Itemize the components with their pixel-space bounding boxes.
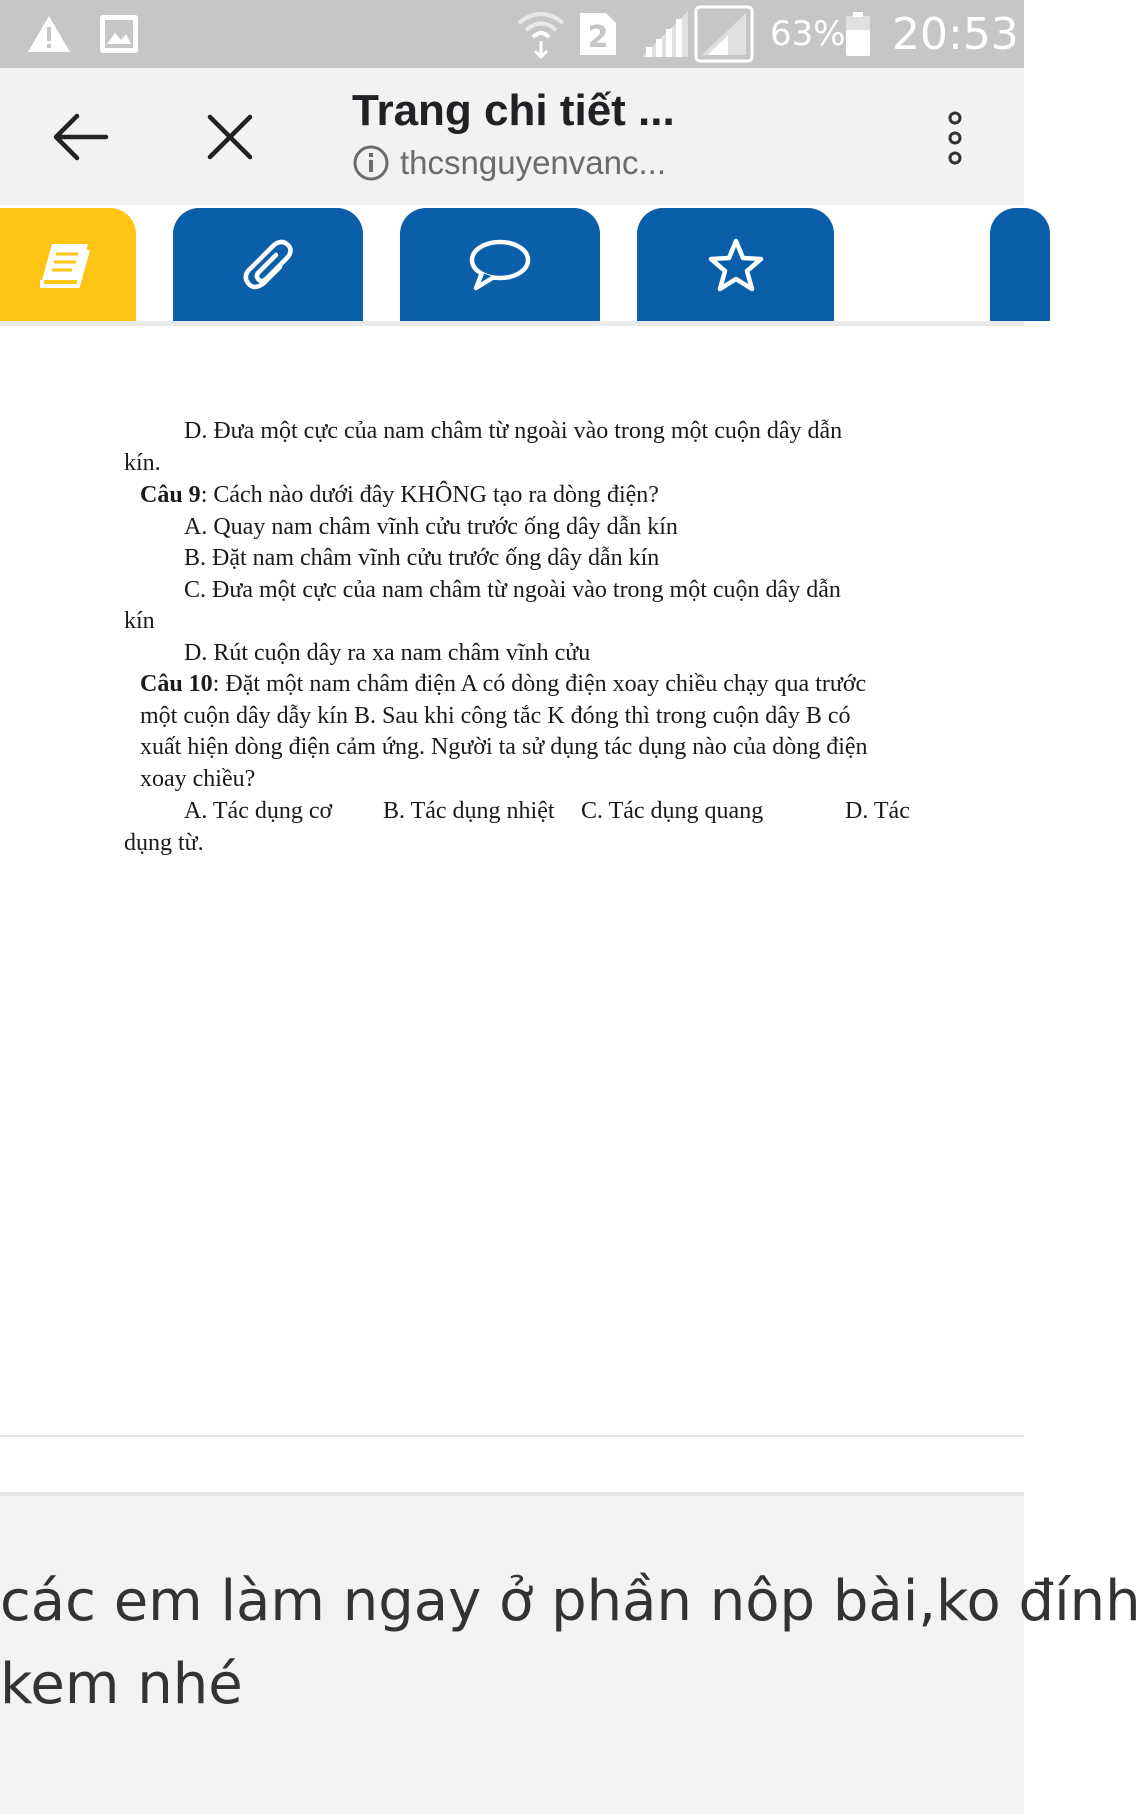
divider (0, 1435, 1024, 1437)
q10-option-d-cont: dụng từ. (124, 830, 204, 856)
tab-strip (0, 205, 1024, 326)
question-9 (140, 482, 659, 509)
question-10-text-line2: một cuộn dây dẫy kín B. Sau khi công tắc K đóng thì trong cuộn dây B có (140, 703, 851, 729)
overflow-menu-icon (946, 110, 964, 166)
image-notification-icon (98, 0, 140, 68)
comment-text-line2: kem nhé (0, 1652, 243, 1717)
close-button[interactable] (195, 108, 265, 166)
battery-percentage: 63% (770, 14, 846, 54)
question-9-label: Câu 9 (140, 482, 201, 508)
question-10-label: Câu 10 (140, 671, 213, 697)
tab-more[interactable] (990, 208, 1050, 321)
star-icon (708, 238, 764, 292)
document-image (0, 326, 1024, 1436)
back-arrow-icon (51, 113, 109, 161)
comment-text-line1: các em làm ngay ở phần nôp bài,ko đính (0, 1569, 1141, 1634)
signal-icon (640, 0, 690, 68)
url-text: thcsnguyenvanc... (400, 144, 666, 181)
tab-favorite[interactable] (637, 208, 834, 321)
sim-2-icon (578, 0, 618, 68)
question-10 (140, 671, 866, 698)
q10-option-d: D. Tác (845, 798, 910, 824)
status-bar (0, 0, 1024, 68)
chat-bubble-icon (468, 238, 532, 292)
clock: 20:53 (892, 8, 1019, 60)
back-button[interactable] (45, 108, 115, 166)
tab-document[interactable] (0, 208, 136, 321)
question-10-text-line4: xoay chiều? (140, 766, 256, 792)
overflow-menu-button[interactable] (935, 106, 975, 170)
tab-attachments[interactable] (173, 208, 363, 321)
sim-slot-label: 2 (587, 20, 609, 55)
book-icon (38, 240, 94, 290)
q8-option-d-line1: D. Đưa một cực của nam châm từ ngoài vào trong một cuộn dây dẫn (184, 418, 843, 444)
comment-card (0, 1492, 1141, 1814)
paperclip-icon (240, 237, 296, 293)
url-bar[interactable] (352, 144, 666, 182)
info-icon (352, 144, 390, 182)
battery-icon (844, 0, 872, 68)
q9-option-c-line2: kín (124, 608, 155, 634)
page-title: Trang chi tiết ... (352, 86, 675, 135)
q9-option-c-line1: C. Đưa một cực của nam châm từ ngoài vào trong một cuộn dây dẫn (184, 577, 841, 603)
q10-option-c: C. Tác dụng quang (581, 798, 764, 824)
question-10-text-line1: : Đặt một nam châm điện A có dòng điện xoay chiều chạy qua trước (212, 671, 867, 697)
comment-text (0, 1560, 1141, 1726)
wifi-icon (515, 0, 567, 68)
q9-option-b: B. Đặt nam châm vĩnh cửu trước ống dây dẫn kín (184, 545, 660, 571)
warning-icon (26, 0, 72, 68)
signal-icon (694, 0, 754, 68)
question-9-text: : Cách nào dưới đây KHÔNG tạo ra dòng điện? (200, 482, 659, 508)
close-icon (206, 113, 254, 161)
q10-option-a: A. Tác dụng cơ (184, 798, 333, 824)
browser-toolbar (0, 68, 1024, 205)
q9-option-a: A. Quay nam châm vĩnh cửu trước ống dây dẫn kín (184, 514, 678, 540)
q10-option-b: B. Tác dụng nhiệt (383, 798, 555, 824)
q9-option-d: D. Rút cuộn dây ra xa nam châm vĩnh cửu (184, 640, 591, 666)
tab-comments[interactable] (400, 208, 600, 321)
q8-option-d-line2: kín. (124, 450, 161, 476)
question-10-text-line3: xuất hiện dòng điện cảm ứng. Người ta sử dụng tác dụng nào của dòng điện (140, 734, 868, 760)
